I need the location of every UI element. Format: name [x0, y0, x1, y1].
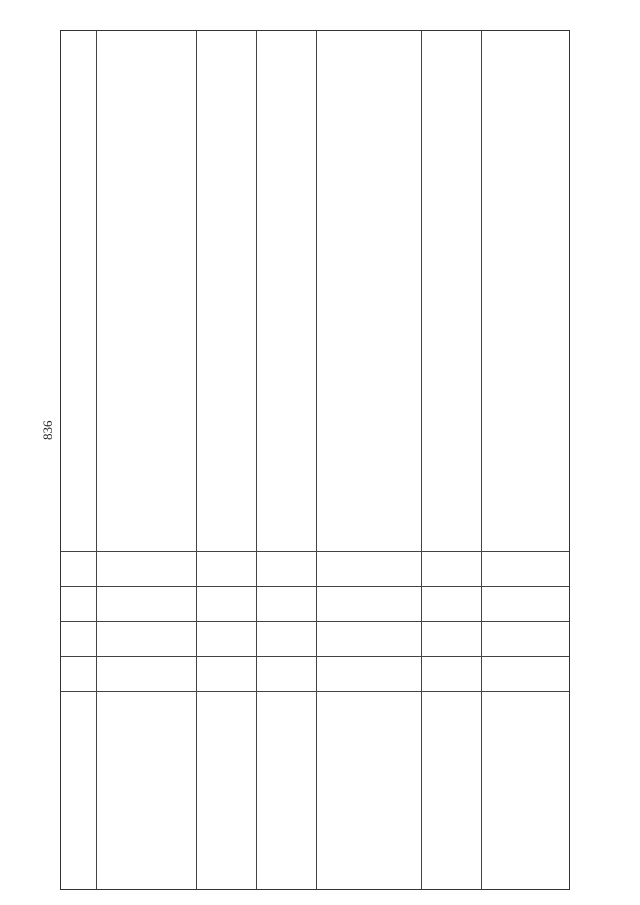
table-divider	[61, 691, 569, 692]
table-divider	[316, 31, 317, 889]
rotated-table-grid	[60, 30, 570, 890]
table-divider	[61, 551, 569, 552]
table-divider	[61, 621, 569, 622]
table-divider	[481, 31, 482, 889]
table-divider	[61, 656, 569, 657]
table-divider	[256, 31, 257, 889]
table-divider	[196, 31, 197, 889]
page-number: 836	[40, 420, 55, 440]
table-divider	[421, 31, 422, 889]
table-divider	[61, 586, 569, 587]
table-divider	[96, 31, 97, 889]
